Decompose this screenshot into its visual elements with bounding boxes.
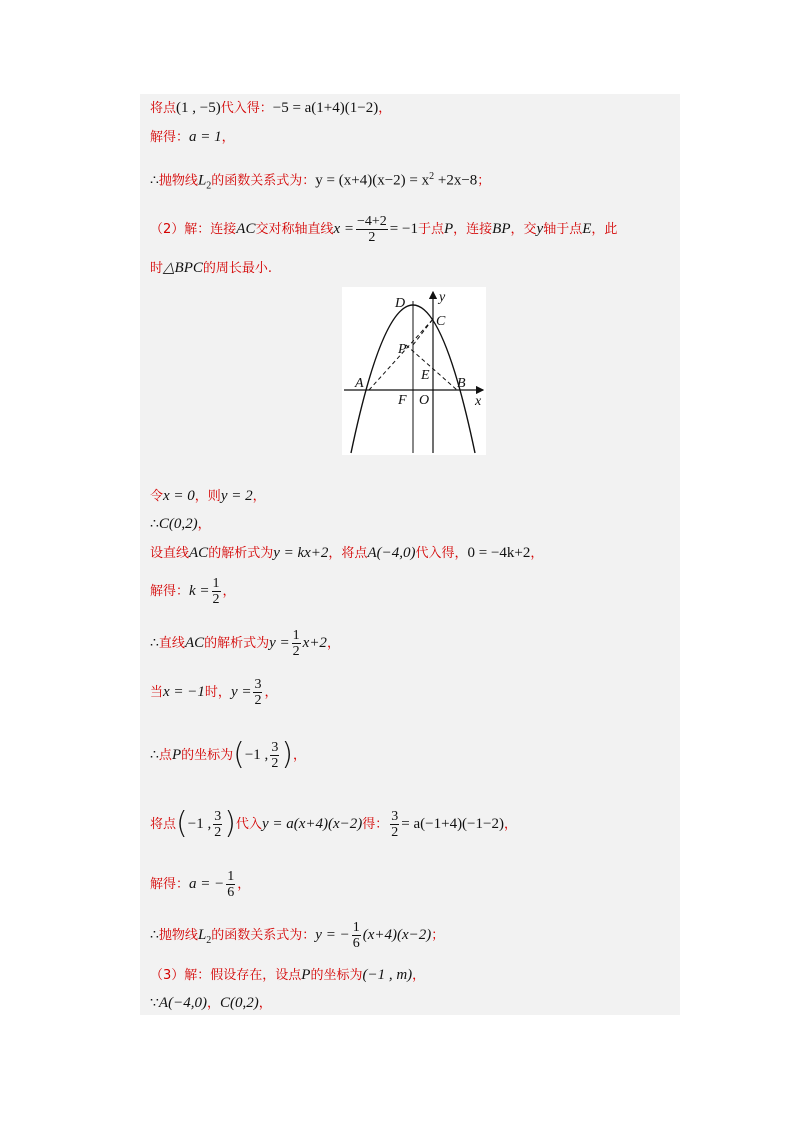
label-b: B xyxy=(457,376,466,391)
text: ； xyxy=(477,173,491,189)
text: 抛物线 xyxy=(158,928,198,943)
solution-line xyxy=(150,993,272,1014)
figure-svg xyxy=(342,287,486,455)
numerator: 1 xyxy=(212,575,220,591)
solution-line xyxy=(150,486,266,507)
text: 时 xyxy=(150,261,164,276)
denominator: 2 xyxy=(212,591,220,607)
label-f: F xyxy=(398,393,407,408)
math: x = −1 xyxy=(163,684,205,700)
math: x+2 xyxy=(302,635,327,651)
math: P xyxy=(171,747,182,763)
text: ， xyxy=(206,996,220,1011)
label-a: A xyxy=(355,376,364,391)
therefore-symbol: ∴ xyxy=(150,172,159,189)
math: 0 = −4k+2 xyxy=(467,545,531,561)
solution-line xyxy=(150,212,617,247)
math: AC xyxy=(236,221,256,237)
text: 抛物线 xyxy=(158,173,198,189)
text: 解得： xyxy=(150,877,190,892)
parabola-figure xyxy=(342,287,486,455)
math: a = − xyxy=(189,876,225,892)
math: y = − xyxy=(315,927,350,943)
fraction xyxy=(253,677,262,708)
label-d: D xyxy=(395,296,406,311)
solution-line xyxy=(150,127,235,148)
fraction xyxy=(212,576,221,607)
text: ， xyxy=(221,130,235,145)
numerator: 3 xyxy=(271,739,279,755)
because-symbol: ∵ xyxy=(150,995,159,1011)
math: −1 , xyxy=(244,747,269,763)
math: E xyxy=(582,221,592,237)
math: (−1 , m) xyxy=(362,967,413,983)
fraction xyxy=(270,740,279,771)
text: 代入 xyxy=(235,817,262,832)
text: 代入得， xyxy=(415,546,468,561)
subscript: 2 xyxy=(206,934,212,946)
text: 解得： xyxy=(150,130,190,145)
text: 的解析式为 xyxy=(204,636,270,651)
solution-line xyxy=(150,733,306,778)
numerator: 1 xyxy=(352,919,360,935)
math: L xyxy=(197,172,207,189)
solution-line xyxy=(150,918,444,958)
math: y = (x+4)(x−2) = x xyxy=(315,172,430,189)
text: 令 xyxy=(150,489,164,504)
math: +2x−8 xyxy=(434,172,478,189)
text: ， xyxy=(237,877,251,892)
text: ， xyxy=(326,636,340,651)
text: ， xyxy=(530,546,544,561)
text: ， xyxy=(412,968,426,983)
math: △BPC xyxy=(163,260,203,276)
text: 得： xyxy=(362,817,389,832)
denominator: 2 xyxy=(271,755,279,771)
solution-line xyxy=(150,965,425,986)
text: （2）解：连接 xyxy=(150,222,237,237)
text: 将点 xyxy=(150,101,177,116)
solution-line xyxy=(150,98,391,119)
text: ，此 xyxy=(591,222,618,237)
numerator: 3 xyxy=(254,676,262,692)
label-o: O xyxy=(419,393,430,408)
line-pc xyxy=(413,319,433,345)
fraction xyxy=(213,809,222,840)
text: 将点 xyxy=(150,817,177,832)
fraction xyxy=(292,628,301,659)
text: ，将点 xyxy=(328,546,368,561)
fraction xyxy=(390,809,399,840)
math: BP xyxy=(492,221,511,237)
right-paren: ) xyxy=(224,806,236,841)
math: y = 2 xyxy=(220,488,253,504)
math: y = xyxy=(230,684,252,700)
math: AC xyxy=(184,635,205,651)
solution-line xyxy=(150,574,236,609)
text: ， xyxy=(293,748,307,763)
math: x = 0 xyxy=(163,488,195,504)
math: P xyxy=(443,221,454,237)
math: C(0,2) xyxy=(219,995,259,1011)
text: 直线 xyxy=(158,636,185,651)
fraction xyxy=(356,214,388,245)
label-e: E xyxy=(421,368,430,383)
right-paren: ) xyxy=(281,737,294,772)
solution-line xyxy=(150,867,250,902)
numerator: 1 xyxy=(227,868,235,884)
math: y = kx+2 xyxy=(273,545,329,561)
text: 于点 xyxy=(417,222,444,237)
text: 轴于点 xyxy=(543,222,583,237)
text: ，则 xyxy=(194,489,221,504)
denominator: 2 xyxy=(292,643,300,659)
therefore-symbol: ∴ xyxy=(150,927,159,943)
denominator: 2 xyxy=(391,824,399,840)
superscript: 2 xyxy=(429,171,435,182)
text: 的周长最小. xyxy=(202,261,273,276)
subscript: 2 xyxy=(206,180,212,192)
numerator: −4+2 xyxy=(357,213,387,229)
left-paren: ( xyxy=(233,737,245,772)
text: 的函数关系式为： xyxy=(211,928,316,943)
math: L xyxy=(197,927,207,943)
numerator: 1 xyxy=(292,627,300,643)
solution-line xyxy=(150,167,490,196)
text: ； xyxy=(431,928,445,943)
text: 解得： xyxy=(150,584,190,599)
denominator: 2 xyxy=(254,692,262,708)
math: AC xyxy=(189,545,209,561)
solution-line xyxy=(150,258,272,279)
text: 交对称轴直线 xyxy=(255,222,334,237)
text: 时， xyxy=(204,685,231,700)
math: y xyxy=(536,221,544,237)
denominator: 2 xyxy=(368,229,376,245)
math: (x+4)(x−2) xyxy=(362,927,432,943)
math: y = a(x+4)(x−2) xyxy=(261,816,363,832)
solution-line xyxy=(150,802,517,847)
text: 代入得： xyxy=(220,101,273,116)
therefore-symbol: ∴ xyxy=(150,747,159,763)
math: = a(−1+4)(−1−2) xyxy=(401,816,504,832)
text: ， xyxy=(503,817,517,832)
math: y = xyxy=(269,635,290,651)
label-x: x xyxy=(475,394,482,409)
denominator: 6 xyxy=(352,935,360,951)
label-y: y xyxy=(439,290,446,305)
therefore-symbol: ∴ xyxy=(150,516,159,532)
text: 的解析式为 xyxy=(208,546,274,561)
text: 设直线 xyxy=(150,546,190,561)
math: = −1 xyxy=(389,221,418,237)
left-paren: ( xyxy=(176,806,188,841)
numerator: 3 xyxy=(214,808,222,824)
text: 的坐标为 xyxy=(181,748,234,763)
fraction xyxy=(352,920,361,951)
therefore-symbol: ∴ xyxy=(150,635,159,651)
solution-line xyxy=(150,514,211,535)
solution-line xyxy=(150,626,340,661)
label-c: C xyxy=(436,314,446,329)
numerator: 3 xyxy=(391,808,399,824)
text: ， xyxy=(252,489,266,504)
denominator: 6 xyxy=(227,884,235,900)
text: 的函数关系式为： xyxy=(211,173,316,189)
text: ， xyxy=(222,584,236,599)
text: （3）解：假设存在，设点 xyxy=(150,968,302,983)
text: ， xyxy=(258,996,272,1011)
text: ，交 xyxy=(510,222,537,237)
math: k = xyxy=(189,583,210,599)
text: ， xyxy=(197,517,211,532)
text: ， xyxy=(378,101,392,116)
fraction xyxy=(226,869,235,900)
text: 当 xyxy=(150,685,164,700)
solution-line xyxy=(150,543,543,564)
text: 的坐标为 xyxy=(310,968,363,983)
math: x = xyxy=(333,221,354,237)
math: A(−4,0) xyxy=(158,995,207,1011)
text: 点 xyxy=(158,748,172,763)
math: A(−4,0) xyxy=(367,545,416,561)
math: a = 1 xyxy=(189,129,222,145)
math: −5 = a(1+4)(1−2) xyxy=(272,100,379,116)
text: ， xyxy=(264,685,278,700)
math: P xyxy=(301,967,311,983)
text: ，连接 xyxy=(453,222,493,237)
math: −1 , xyxy=(187,816,212,832)
line-bp xyxy=(406,345,457,390)
label-p: P xyxy=(398,342,407,357)
math: C(0,2) xyxy=(158,516,198,532)
denominator: 2 xyxy=(214,824,222,840)
math: (1 , −5) xyxy=(176,100,221,116)
solution-line xyxy=(150,675,277,710)
